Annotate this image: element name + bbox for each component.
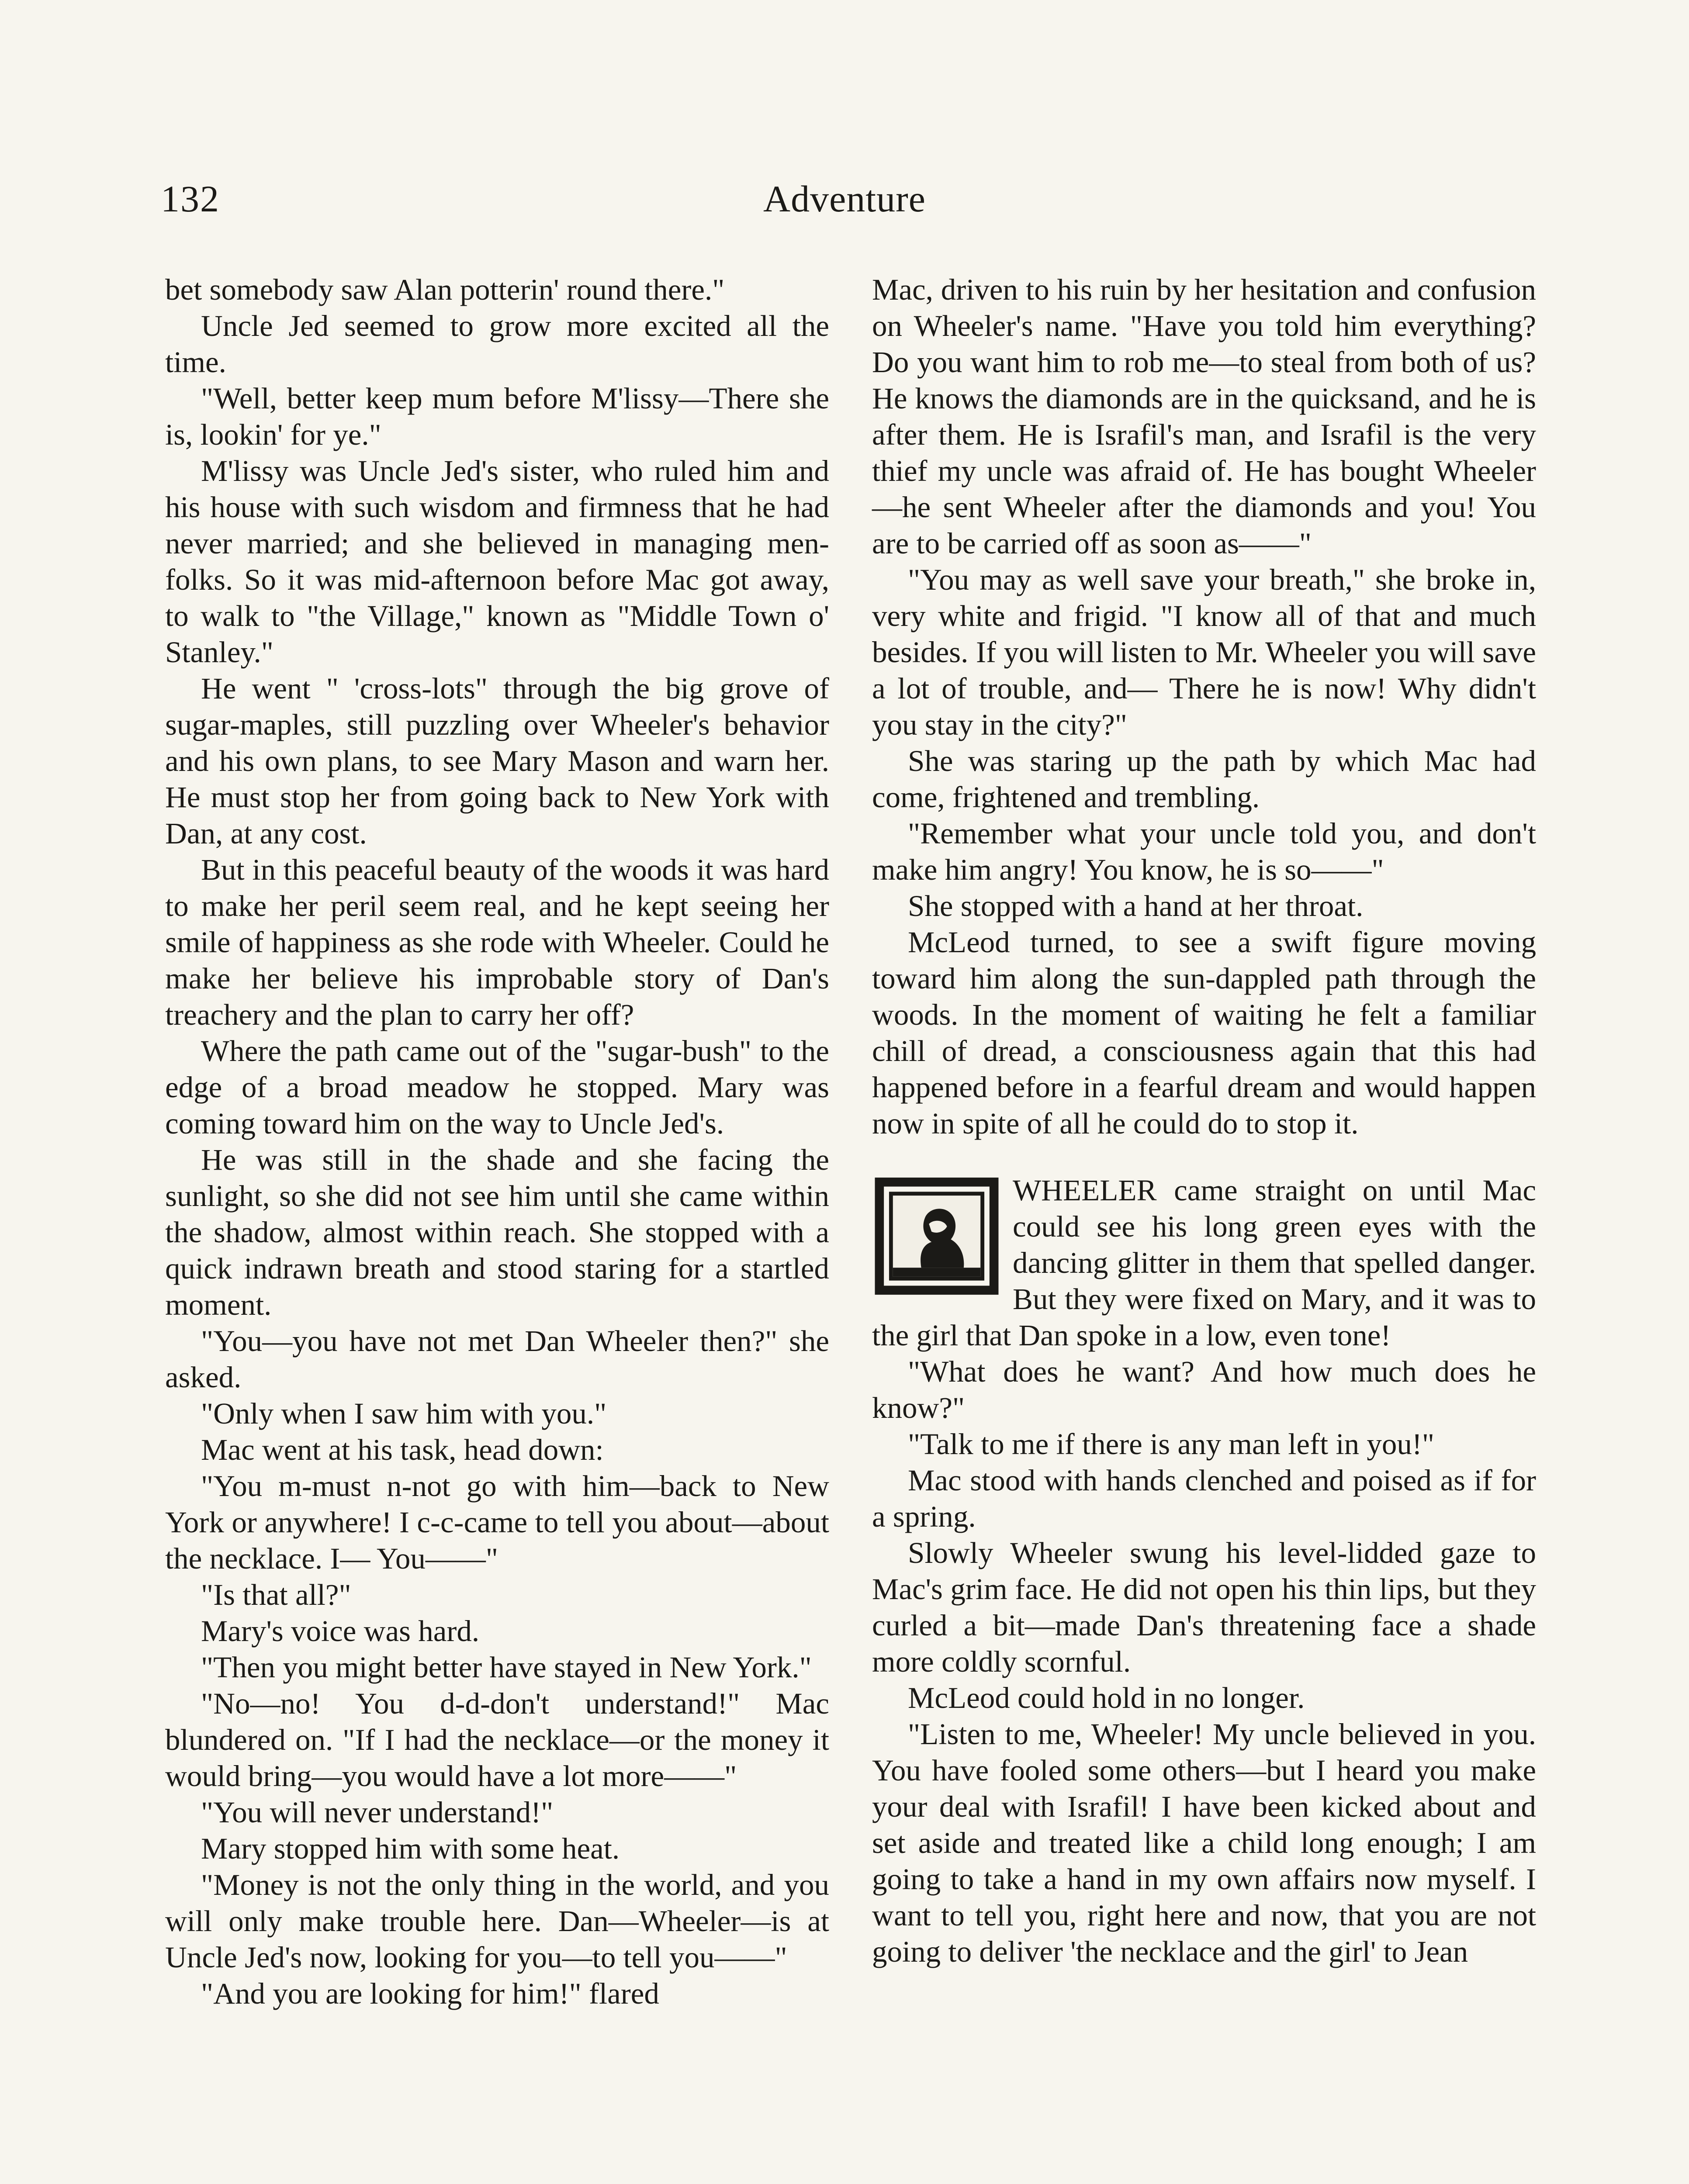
- paragraph: "Then you might better have stayed in New York.": [201, 1651, 812, 1684]
- section-opening: [872, 1172, 1536, 1354]
- paragraph: "Talk to me if there is any man left in you!": [908, 1427, 1435, 1461]
- paragraph: "Money is not the only thing in the world, and you will only make trouble here. Dan—Wheeler—is at Uncle Jed's now, looking for you—to tell you——": [165, 1868, 829, 1974]
- paragraph: "And you are looking for him!" flared: [201, 1977, 659, 2010]
- paragraph: Uncle Jed seemed to grow more excited all the time.: [165, 309, 829, 379]
- paragraph: Mary's voice was hard.: [201, 1614, 480, 1648]
- left-column: [165, 272, 829, 2184]
- paragraph: Where the path came out of the "sugar-bush" to the edge of a broad meadow he stopped. Mary was coming toward him on the way to Uncle Jed's.: [165, 1034, 829, 1140]
- page-header: [0, 0, 1689, 245]
- paragraph: McLeod could hold in no longer.: [908, 1681, 1305, 1714]
- paragraph: But in this peaceful beauty of the woods it was hard to make her peril seem real, and he kept seeing her smile of happiness as she rode with Wheeler. Could he make her believe his improbable story of Dan's treachery and the plan to carry her off?: [165, 853, 829, 1031]
- paragraph: "You—you have not met Dan Wheeler then?" she asked.: [165, 1324, 829, 1394]
- paragraph: Slowly Wheeler swung his level-lidded gaze to Mac's grim face. He did not open his thin lips, but they curled a bit—made Dan's threatening face a shade more coldly scornful.: [872, 1536, 1536, 1678]
- paragraph: "Well, better keep mum before M'lissy—There she is, lookin' for ye.": [165, 382, 829, 451]
- paragraph: McLeod turned, to see a swift figure moving toward him along the sun-dappled path through the woods. In the moment of waiting he felt a familiar chill of dread, a consciousness again that this had happened before in a fearful dream and would happen now in spite of all he could do to stop it.: [872, 926, 1536, 1140]
- paragraph: "You m-must n-not go with him—back to New York or anywhere! I c-c-came to tell you about—about the necklace. I— You——": [165, 1469, 829, 1575]
- paragraph: "What does he want? And how much does he know?": [872, 1355, 1536, 1424]
- paragraph: bet somebody saw Alan potterin' round there.": [165, 273, 725, 306]
- paragraph: Mac, driven to his ruin by her hesitation and confusion on Wheeler's name. "Have you told him everything? Do you want him to rob me—to steal from both of us? He knows the diamonds are in the quicksand, and he is after them. He is Israfil's man, and Israfil is the very thief my uncle was afraid of. He has bought Wheeler—he sent Wheeler after the diamonds and you! You are to be carried off as soon as——": [872, 273, 1536, 560]
- paragraph: He went " 'cross-lots" through the big grove of sugar-maples, still puzzling over Wheeler's behavior and his own plans, to see Mary Mason and warn her. He must stop her from going back to New York with Dan, at any cost.: [165, 672, 829, 850]
- paragraph: "Remember what your uncle told you, and don't make him angry! You know, he is so——": [872, 817, 1536, 886]
- dropcap-portrait-icon: [872, 1175, 1001, 1297]
- paragraph: Mac stood with hands clenched and poised as if for a spring.: [872, 1464, 1536, 1533]
- paragraph: "You may as well save your breath," she broke in, very white and frigid. "I know all of that and much besides. If you will listen to Mr. Wheeler you will save a lot of trouble, and— There he is now! Why didn't you stay in the city?": [872, 563, 1536, 741]
- paragraph: "Only when I saw him with you.": [201, 1397, 607, 1430]
- right-column: [872, 272, 1536, 2184]
- paragraph: Mac went at his task, head down:: [201, 1433, 604, 1466]
- paragraph: "No—no! You d-d-don't understand!" Mac blundered on. "If I had the necklace—or the money it would bring—you would have a lot more——": [165, 1687, 829, 1793]
- paragraph: "Is that all?": [201, 1578, 351, 1611]
- running-title: Adventure: [763, 178, 926, 220]
- paragraph: She stopped with a hand at her throat.: [908, 889, 1364, 923]
- paragraph: M'lissy was Uncle Jed's sister, who ruled him and his house with such wisdom and firmness that he had never married; and she believed in managing men-folks. So it was mid-afternoon before Mac got away, to walk to "the Village," known as "Middle Town o' Stanley.": [165, 454, 829, 669]
- paragraph: She was staring up the path by which Mac had come, frightened and trembling.: [872, 744, 1536, 814]
- paragraph: Mary stopped him with some heat.: [201, 1832, 620, 1865]
- section-opening-text: WHEELER came straight on until Mac could see his long green eyes with the dancing glitter in them that spelled danger. But they were fixed on Mary, and it was to the girl that Dan spoke in a low, even tone!: [872, 1174, 1536, 1352]
- paragraph: "Listen to me, Wheeler! My uncle believed in you. You have fooled some others—but I heard you make your deal with Israfil! I have been kicked about and set aside and treated like a child long enough; I am going to take a hand in my own affairs now myself. I want to tell you, right here and now, that you are not going to deliver 'the necklace and the girl' to Jean: [872, 1717, 1536, 1968]
- paragraph: "You will never understand!": [201, 1796, 554, 1829]
- page-number: 132: [161, 178, 220, 220]
- paragraph: He was still in the shade and she facing the sunlight, so she did not see him until she came within the shadow, almost within reach. She stopped with a quick indrawn breath and stood staring for a startled moment.: [165, 1143, 829, 1321]
